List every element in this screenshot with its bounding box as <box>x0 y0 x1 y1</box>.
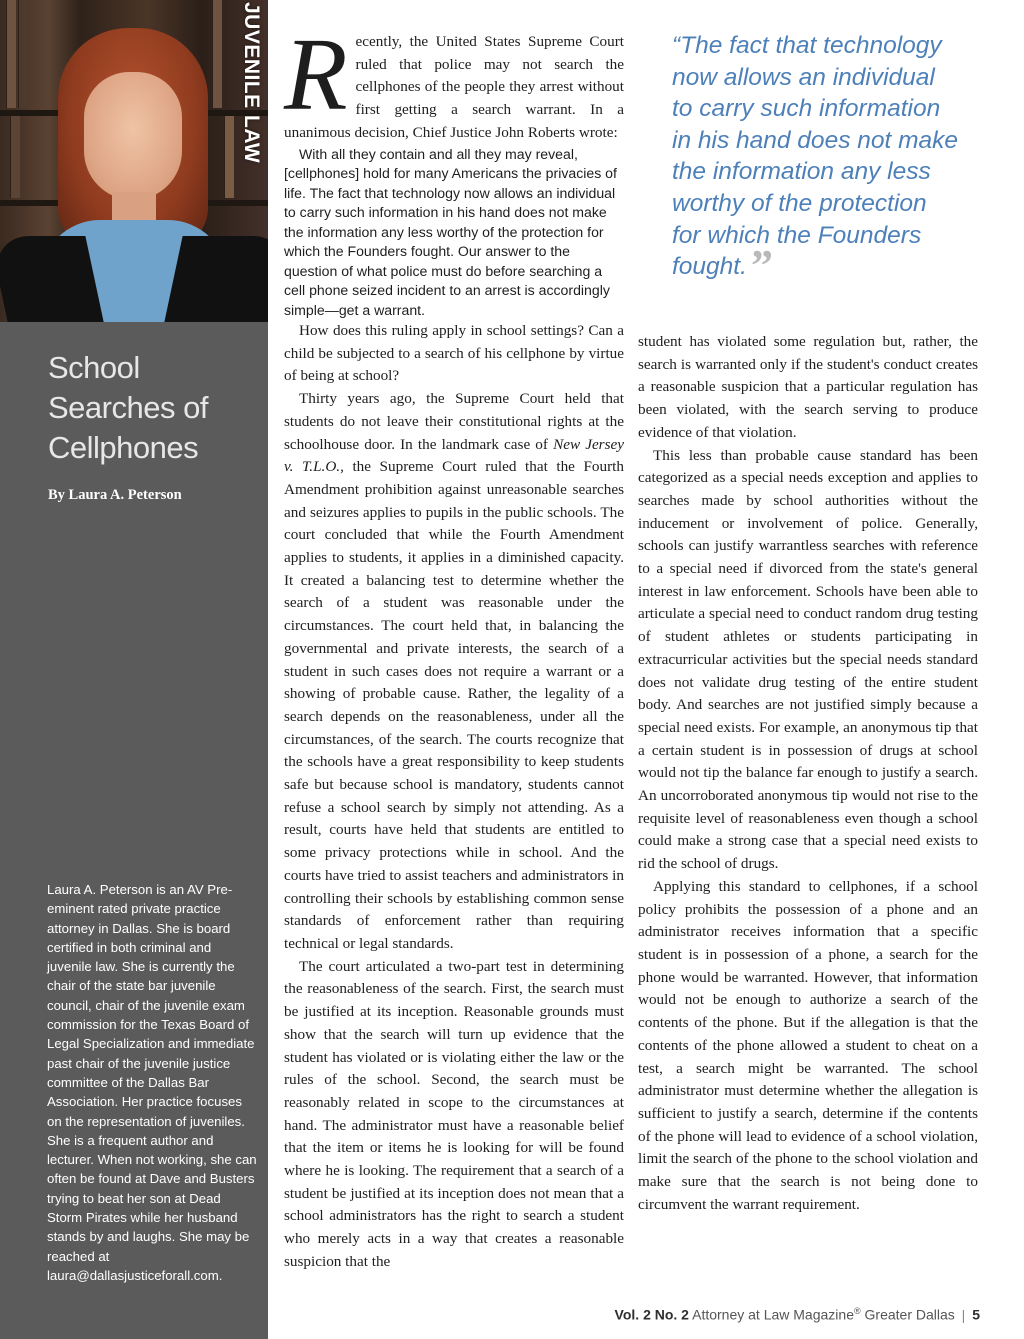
pull-quote: “The fact that technology now allows an individual to carry such information in his hand does not make the information any less worthy of the protection for which the Founders fought.” <box>672 32 959 291</box>
paragraph-text: the Supreme Court ruled that the Fourth Amendment prohibition against unreasonable searches and seizures applies to pupils in the public schools. The court concluded that while the Fourth Amendment applies to students, it applies in a diminished capacity. It created a balancing test to determine whether the search of a student was reasonable under the circumstances. The court held that, in balancing the governmental and private interests, the search of a student in such cases does not require a warrant or a showing of probable cause. Rather, the legality of a search depends on the reasonableness, under all the circumstances, of the search. The courts recognize that the schools have a great responsibility to keep students safe but because school is mandatory, students cannot refuse a school search by simply not attending. As a result, courts have held that students are entitled to some privacy protections while in school. And the courts have tried to assist teachers and administrators in controlling their schools by establishing common sense standards of enforcement rather than requiring technical or legal standards. <box>284 458 624 952</box>
author-photo <box>0 0 268 322</box>
book-spine <box>212 0 222 108</box>
pull-quote-text: “The fact that technology now allows an individual to carry such information in his hand does not make the information any less worthy of the protection for which the Founders fought. <box>672 32 959 281</box>
article-column-2 <box>638 331 978 1216</box>
article-column-1 <box>284 17 624 1274</box>
byline: By Laura A. Peterson <box>48 487 182 503</box>
page-number: 5 <box>972 1306 980 1323</box>
paragraph-text: ecently, the United States Supreme Court ruled that police may not search the cellphones of the people they arrest without first getting a search warrant. In a unanimous decision, Chief Justice John Roberts wrote: <box>284 33 624 141</box>
section-label: JUVENILE LAW <box>240 2 263 164</box>
paragraph <box>284 388 624 956</box>
paragraph <box>284 17 624 145</box>
sidebar <box>0 0 268 1339</box>
footer-magazine: Attorney at Law Magazine <box>692 1306 854 1323</box>
paragraph-text: Thirty years ago, the Supreme Court held that students do not leave their constitutional rights at the schoolhouse door. In the landmark case of <box>284 390 624 453</box>
paragraph: The court articulated a two-part test in determining the reasonableness of the search. First, the search must be justified at its inception. Reasonable grounds must show that the search will turn up evidence that the student has violated or is violating either the law or the rules of the school. Second, the search must be reasonably related in scope to the circumstances at hand. The administrator must have a reasonable belief that the item or items he is looking for will be found where he is looking. The requirement that a search of a student be justified at its inception does not mean that a school administrators has the right to search a student who merely acts in a way that creates a reasonable suspicion that the <box>284 957 624 1270</box>
portrait-face <box>84 72 182 200</box>
paragraph: Applying this standard to cellphones, if a school policy prohibits the possession of a phone and an administrator receives information that a specific student is in possession of a phone, a search for the phone would be warranted. However, that information would not be enough to authorize a search of the contents of the phone. But if the allegation is that the contents of the phone allowed a student to cheat on a test, a search might be warranted. The school administrator must determine whether the allegation is sufficient to justify a search, determine if the contents of the phone will lead to evidence of a school violation, limit the search of the phone to the school violation and make sure that the search is not being done to circumvent the warrant requirement. <box>638 877 978 1213</box>
paragraph: student has violated some regulation but, rather, the search is warranted only if the student's conduct creates a reasonable suspicion that a particular regulation has been violated, with the search serving to produce evidence of that violation. <box>638 333 978 441</box>
paragraph: This less than probable cause standard has been categorized as a special needs exception and applies to searches made by school authorities without the inducement or involvement of police. Generally, schools can justify warrantless searches with reference to a special need if divorced from the state's general interest in law enforcement. Schools have been able to articulate a special need to conduct random drug testing of student athletes or students participating in extracurricular activities but the special needs standard does not validate drug testing of the entire student body. And searches are not justified simply because a special need exists. For example, an anonymous tip that a certain student is in possession of drugs at school would not tip the balance far enough to justify a search. An uncorroborated anonymous tip would not rise to the requisite level of reasonableness even though a school could make a strong case that a special need exists to rid the school of drugs. <box>638 446 978 873</box>
registered-mark: ® <box>853 1306 861 1316</box>
page-footer <box>560 1306 980 1323</box>
drop-cap: R <box>284 17 348 132</box>
paragraph: How does this ruling apply in school settings? Can a child be subjected to a search of his cellphone by virtue of being at school? <box>284 322 624 385</box>
article-title: School Searches of Cellphones <box>48 350 208 465</box>
footer-separator: | <box>961 1306 966 1323</box>
case-name: New Jersey v. T.L.O., <box>284 435 624 476</box>
book-spine <box>6 0 16 108</box>
book-spine <box>10 116 20 198</box>
block-quote: With all they contain and all they may reveal, [cellphones] hold for many Americans the privacies of life. The fact that technology now allows an individual to carry such information in his hand does not make the information any less worthy of the protection for which the Founders fought. Our answer to the question of what police must do before searching a cell phone seized incident to an arrest is accordingly simple—get a warrant. <box>284 145 617 318</box>
footer-edition: Greater Dallas <box>864 1306 955 1323</box>
book-spine <box>18 0 28 108</box>
author-bio: Laura A. Peterson is an AV Pre-eminent rated private practice attorney in Dallas. She is board certified in both criminal and juvenile law. She is currently the chair of the state bar juvenile council, chair of the juvenile exam commission for the Texas Board of Legal Specialization and immediate past chair of the juvenile justice committee of the Dallas Bar Association. Her practice focuses on the representation of juveniles. She is a frequent author and lecturer. When not working, she can often be found at Dave and Busters trying to beat her son at Dead Storm Pirates while her husband stands by and laughs. She may be reached at laura@dallasjusticeforall.com. <box>47 882 257 1283</box>
footer-volume: Vol. 2 No. 2 <box>614 1306 689 1323</box>
